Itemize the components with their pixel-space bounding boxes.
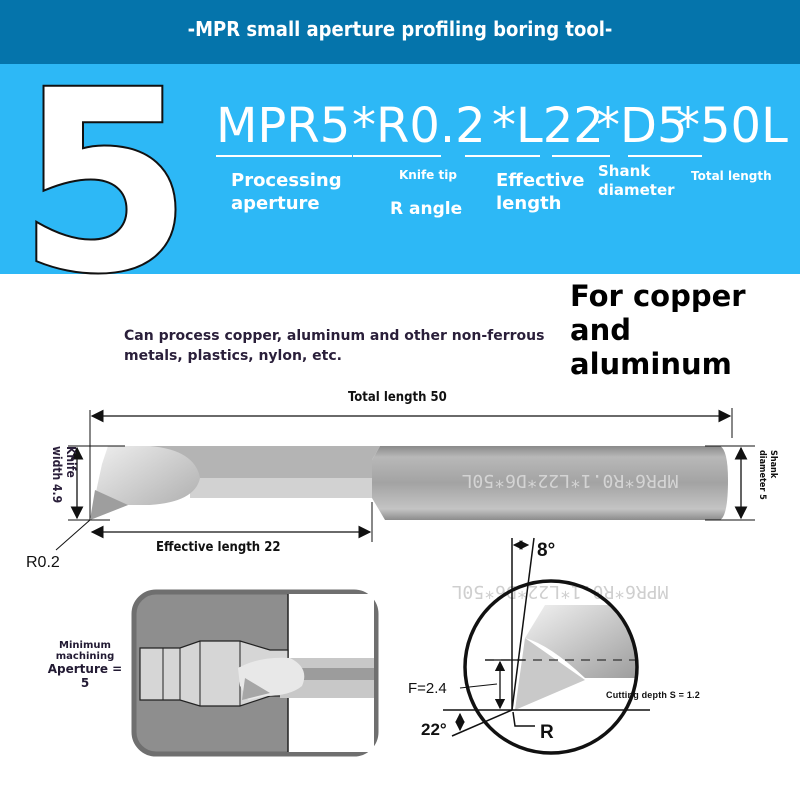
minimum-aperture-label: Minimum machining Aperture = 5 — [47, 640, 123, 690]
size-number-graphic — [18, 37, 192, 328]
page-title: -MPR small aperture profiling boring tool- — [187, 17, 613, 41]
tool-engraving: MPR6*R0.1*L22*D6*50L — [461, 470, 679, 491]
underline-length — [465, 155, 540, 157]
rake-angle-label: 8° — [537, 540, 556, 561]
svg-text:MPR6*R0.1*L22*D6*50L: MPR6*R0.1*L22*D6*50L — [451, 581, 669, 602]
total-length-label: Total length 50 — [348, 390, 447, 405]
f-dimension-label: F=2.4 — [408, 680, 447, 697]
label-r-angle: R angle — [390, 199, 463, 219]
code-part-length: *L22 — [492, 98, 604, 154]
code-part-diameter: *D5 — [596, 98, 688, 154]
label-shank-diameter: Shank diameter — [598, 162, 675, 199]
code-part-aperture: MPR5 — [216, 98, 351, 154]
shank-diameter-label: Shank diameter 5 — [757, 450, 778, 500]
label-knife-tip: Knife tip — [399, 168, 457, 182]
underline-radius — [353, 155, 441, 157]
knife-width-label: Knife width 4.9 — [50, 446, 78, 504]
label-total-length: Total length — [691, 169, 772, 183]
underline-total — [628, 155, 702, 157]
label-effective-length: Effective length — [496, 170, 585, 214]
application-description: Can process copper, aluminum and other non-ferrous metals, plastics, nylon, etc. — [124, 328, 545, 364]
underline-diameter — [552, 155, 610, 157]
material-headline: For copper and aluminum — [570, 279, 746, 381]
cutting-depth-label: Cutting depth S = 1.2 — [606, 690, 700, 700]
code-part-total: *50L — [676, 98, 788, 154]
code-part-radius: *R0.2 — [352, 98, 486, 154]
radius-r-label: R — [540, 722, 554, 743]
effective-length-label: Effective length 22 — [156, 540, 281, 555]
underline-aperture — [216, 155, 352, 157]
tip-radius-label: R0.2 — [26, 554, 60, 571]
label-processing-aperture: Processing aperture — [231, 170, 342, 214]
svg-text:5: 5 — [18, 37, 192, 328]
bore-cross-section-diagram — [130, 588, 380, 758]
tip-geometry-detail-diagram — [400, 530, 670, 790]
clearance-angle-label: 22° — [421, 720, 447, 739]
